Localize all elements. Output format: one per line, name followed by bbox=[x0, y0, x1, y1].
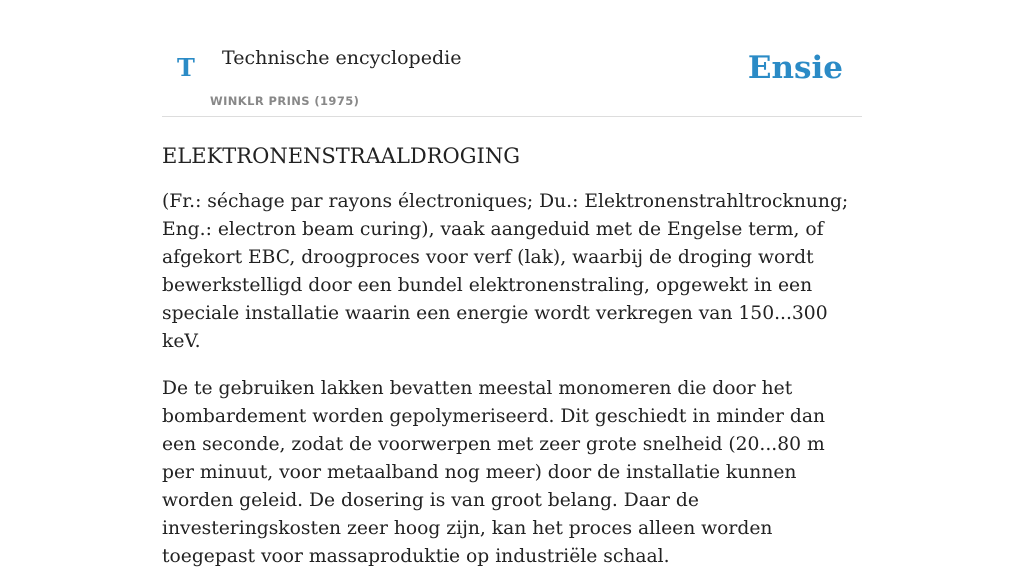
article-title: ELEKTRONENSTRAALDROGING bbox=[162, 144, 520, 168]
book-title-link[interactable]: Technische encyclopedie bbox=[222, 47, 462, 69]
book-source-label: WINKLR PRINS (1975) bbox=[210, 94, 360, 108]
page-content bbox=[162, 0, 862, 571]
article-paragraph: (Fr.: séchage par rayons électroniques; Du.: Elektronenstrahltrocknung; Eng.: electron beam curing), vaak aangeduid met de Engelse term, of afgekort EBC, droogproces voor verf (lak), waarbij de droging wordt bewerkstelligd door een bundel elektronenstraling, opgewekt in een speciale installatie waarin een energie wordt verkregen van 150...300 keV. bbox=[162, 191, 849, 353]
article-paragraph: De te gebruiken lakken bevatten meestal monomeren die door het bombardement worden gepolymeriseerd. Dit geschiedt in minder dan een seconde, zodat de voorwerpen met zeer grote snelheid (20...80 m per minuut, voor metaalband nog meer) door de installatie kunnen worden geleid. De dosering is van groot belang. Daar de investeringskosten zeer hoog zijn, kan het proces alleen worden toegepast voor massaproduktie op industriële schaal. bbox=[162, 378, 826, 568]
ensie-logo-link[interactable]: Ensie bbox=[747, 50, 843, 86]
book-header bbox=[162, 0, 862, 117]
book-logo-icon[interactable]: T bbox=[177, 53, 195, 82]
